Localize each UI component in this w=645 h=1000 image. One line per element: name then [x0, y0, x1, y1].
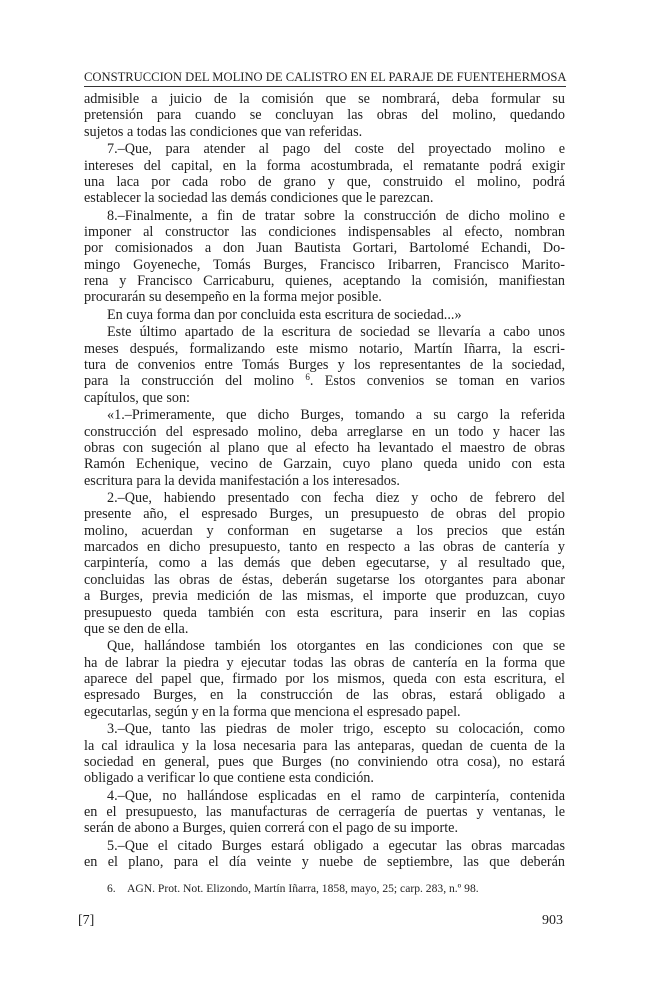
text-line [84, 671, 565, 687]
line-text: procurarán su desempeño en la forma mejor posible. [84, 289, 382, 306]
footnote-number: 6. [107, 882, 116, 895]
paragraph [84, 638, 565, 720]
line-text: obligado a verificar lo que contiene esta condición. [84, 770, 374, 787]
line-text: rena y Francisco Carricaburu, quienes, aceptando la comisión, manifiestan [84, 273, 565, 290]
text-line [84, 572, 565, 588]
line-text: serán de abono a Burges, quien correrá con el pago de su importe. [84, 820, 459, 837]
text-line [84, 804, 565, 820]
line-text: 5.–Que el citado Burges estará obligado a egecutar las obras marcadas [107, 837, 565, 854]
text-line [84, 655, 565, 671]
text-line [84, 341, 565, 357]
text-line [84, 838, 565, 854]
line-text: egecutarlas, según y en la forma que menciona el espresado papel. [84, 703, 461, 720]
text-line [84, 324, 565, 340]
line-text: que se den de ella. [84, 620, 189, 637]
line-text: sociedad en general, pues que Burges (no conviniendo otra cosa), no estará [84, 753, 565, 770]
text-line [84, 107, 565, 123]
line-text: 3.–Que, tanto las piedras de moler trigo, escepto su colocación, como [107, 721, 565, 738]
line-text: intereses del capital, en la forma acostumbrada, el rematante podrá exigir [84, 157, 565, 174]
line-text: establecer la sociedad las demás condiciones que le parezcan. [84, 190, 434, 207]
line-text: por comisionados a don Juan Bautista Gortari, Bartolomé Echandi, Do- [84, 240, 565, 257]
line-text: imponer al constructor las condiciones indispensables al efecto, nombran [84, 224, 565, 241]
line-text: aparece del papel que, firmado por los mismos, queda con esta escritura, el [84, 671, 565, 688]
text-line [84, 854, 565, 870]
line-text: marcados en dicho presupuesto, tanto en respecto a las obras de cantería y [84, 539, 565, 556]
line-text: escritura para la devida manifestación a los interesados. [84, 472, 400, 489]
text-line [84, 289, 565, 305]
text-line [84, 687, 565, 703]
text-line [84, 257, 565, 273]
text-line [84, 240, 565, 256]
text-line [84, 820, 565, 836]
line-text: 2.–Que, habiendo presentado con fecha diez y ocho de febrero del [107, 490, 565, 507]
body-text [84, 91, 565, 872]
line-text: Ramón Echenique, vecino de Garzain, cuyo plano queda unido con esta [84, 456, 565, 473]
line-text: concluidas las obras de éstas, deberán sugetarse los otorgantes para abonar [84, 571, 565, 588]
text-line [84, 506, 565, 522]
page-number: 903 [542, 913, 563, 928]
line-text: a Burges, previa medición de las mismas, el importe que produzcan, cuyo [84, 588, 565, 605]
paragraph [84, 324, 565, 406]
line-text: tura de convenios entre Tomás Burges y los representantes de la sociedad, [84, 357, 565, 374]
text-line [84, 605, 565, 621]
line-text: En cuya forma dan por concluida esta escritura de sociedad...» [107, 306, 462, 323]
text-line [84, 523, 565, 539]
line-text: Que, hallándose también los otorgantes en las condiciones con que se [107, 638, 565, 655]
paragraph [84, 141, 565, 206]
text-line [84, 770, 565, 786]
text-line [84, 307, 565, 323]
text-line [84, 490, 565, 506]
text-line [84, 407, 565, 423]
running-head: CONSTRUCCION DEL MOLINO DE CALISTRO EN EL PARAJE DE FUENTEHERMOSA [84, 70, 567, 84]
text-line [84, 273, 565, 289]
text-line [84, 208, 565, 224]
text-line [84, 424, 565, 440]
paragraph [84, 91, 565, 140]
line-text: en el plano, para el día veinte y nuebe de septiembre, las que deberán [84, 854, 565, 871]
line-text: obras con sugeción al plano que al efecto ha levantado el maestro de obras [84, 439, 565, 456]
line-text-continued: . Estos convenios se toman en varios [309, 373, 565, 390]
line-text: presente año, el espresado Burges, un presupuesto de obras del propio [84, 506, 565, 523]
paragraph [84, 307, 565, 323]
text-line [84, 224, 565, 240]
paragraph [84, 838, 565, 871]
text-line [84, 704, 565, 720]
text-line [84, 788, 565, 804]
text-line [84, 555, 565, 571]
text-line [84, 621, 565, 637]
line-text: mingo Goyeneche, Tomás Burges, Francisco Iribarren, Francisco Marito- [84, 256, 565, 273]
text-line [84, 539, 565, 555]
text-line [84, 390, 565, 406]
paragraph [84, 208, 565, 306]
line-text: ha de labrar la piedra y ejecutar todas las obras de cantería en la forma que [84, 654, 565, 671]
text-line [84, 738, 565, 754]
text-line [84, 91, 565, 107]
line-text: carpintería, como a las demás que deben egecutarse, y al resultado que, [84, 555, 565, 572]
text-line [84, 124, 565, 140]
line-text: construcción del espresado molino, deba arreglarse en un todo y hacer las [84, 423, 565, 440]
text-line [84, 141, 565, 157]
text-line [84, 721, 565, 737]
text-line [84, 754, 565, 770]
text-line [84, 373, 565, 389]
text-line [84, 158, 565, 174]
line-text: la cal idraulica y la losa necesaria para las anteparas, quedan de cuenta de la [84, 737, 565, 754]
line-text: sujetos a todas las condiciones que van referidas. [84, 123, 363, 140]
footnote-reference[interactable]: 6 [305, 373, 310, 383]
line-text: 7.–Que, para atender al pago del coste del proyectado molino e [107, 141, 565, 158]
line-text: Este último apartado de la escritura de sociedad se llevaría a cabo unos [107, 324, 565, 341]
paragraph [84, 490, 565, 637]
paragraph [84, 721, 565, 786]
header-rule [84, 86, 566, 87]
text-line [84, 456, 565, 472]
text-line [84, 357, 565, 373]
footnote [107, 882, 567, 896]
text-line [84, 190, 565, 206]
line-text: espresado Burges, en la construcción de las obras, estará obligado a [84, 687, 565, 704]
text-line [84, 174, 565, 190]
line-text: 8.–Finalmente, a fin de tratar sobre la construcción de dicho molino e [107, 207, 565, 224]
text-line [84, 440, 565, 456]
line-text: pretensión para cuando se concluyan las obras del molino, quedando [84, 107, 565, 124]
line-text: molino, acuerdan y conforman en sugetarse a los precios que están [84, 522, 565, 539]
line-text: presupuesto queda también con esta escritura, para inserir en las copias [84, 604, 565, 621]
line-text: capítulos, que son: [84, 389, 190, 406]
paragraph [84, 788, 565, 837]
text-line [84, 638, 565, 654]
line-text: 4.–Que, no hallándose esplicadas en el ramo de carpintería, contenida [107, 787, 565, 804]
line-text: «1.–Primeramente, que dicho Burges, tomando a su cargo la referida [107, 407, 565, 424]
paragraph [84, 407, 565, 489]
footnote-text: AGN. Prot. Not. Elizondo, Martín Iñarra, 1858, mayo, 25; carp. 283, n.º 98. [127, 882, 479, 895]
text-line [84, 473, 565, 489]
line-text: para la construcción del molino [84, 373, 294, 390]
line-text: en el presupuesto, las manufacturas de cerragería de puertas y ventanas, le [84, 804, 565, 821]
line-text: una laca por cada robo de grano y que, construido el molino, podrá [84, 173, 565, 190]
page-bracket-number: [7] [78, 913, 95, 928]
line-text: admisible a juicio de la comisión que se nombrará, deba formular su [84, 91, 565, 107]
text-line [84, 588, 565, 604]
line-text: meses después, formalizando este mismo notario, Martín Iñarra, la escri- [84, 340, 565, 357]
